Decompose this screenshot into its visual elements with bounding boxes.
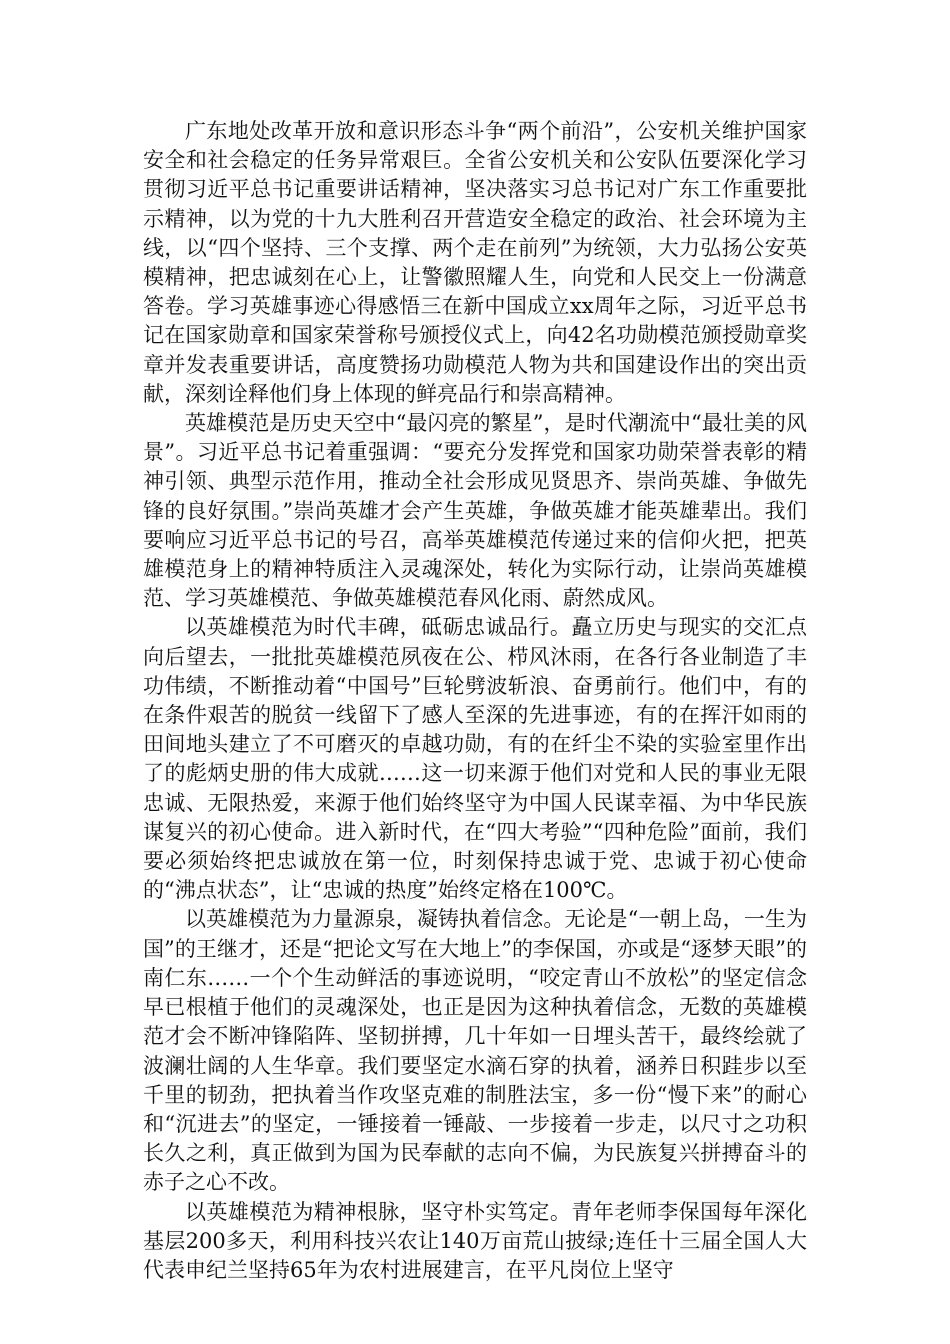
paragraph-5: 以英雄模范为精神根脉，坚守朴实笃定。青年老师李保国每年深化基层200多天，利用科技兴农让140万亩荒山披绿;连任十三届全国人大代表申纪兰坚持65年为农村进展建言，在平凡岗位上坚守	[143, 1199, 807, 1282]
paragraph-1: 广东地处改革开放和意识形态斗争“两个前沿”，公安机关维护国家安全和社会稳定的任务异常艰巨。全省公安机关和公安队伍要深化学习贯彻习近平总书记重要讲话精神，坚决落实习总书记对广东工作重要批示精神，以为党的十九大胜利召开营造安全稳定的政治、社会环境为主线，以“四个坚持、三个支撑、两个走在前列”为统领，大力弘扬公安英模精神，把忠诚刻在心上，让警徽照耀人生，向党和人民交上一份满意答卷。学习英雄事迹心得感悟三在新中国成立xx周年之际，习近平总书记在国家勋章和国家荣誉称号颁授仪式上，向42名功勋模范颁授勋章奖章并发表重要讲话，高度赞扬功勋模范人物为共和国建设作出的突出贡献，深刻诠释他们身上体现的鲜亮品行和崇高精神。	[143, 119, 807, 406]
paragraph-3: 以英雄模范为时代丰碑，砥砺忠诚品行。矗立历史与现实的交汇点向后望去，一批批英雄模范夙夜在公、栉风沐雨，在各行各业制造了丰功伟绩，不断推动着“中国号”巨轮劈波斩浪、奋勇前行。他们中，有的在条件艰苦的脱贫一线留下了感人至深的先进事迹，有的在挥汗如雨的田间地头建立了不可磨灭的卓越功勋，有的在纤尘不染的实验室里作出了的彪炳史册的伟大成就……这一切来源于他们对党和人民的事业无限忠诚、无限热爱，来源于他们始终坚守为中国人民谋幸福、为中华民族谋复兴的初心使命。进入新时代，在“四大考验”“四种危险”面前，我们要必须始终把忠诚放在第一位，时刻保持忠诚于党、忠诚于初心使命的“沸点状态”，让“忠诚的热度”始终定格在100℃。	[143, 615, 807, 903]
paragraph-2: 英雄模范是历史天空中“最闪亮的繁星”，是时代潮流中“最壮美的风景”。习近平总书记着重强调：“要充分发挥党和国家功勋荣誉表彰的精神引领、典型示范作用，推动全社会形成见贤思齐、崇尚英雄、争做先锋的良好氛围。”崇尚英雄才会产生英雄，争做英雄才能英雄辈出。我们要响应习近平总书记的号召，高举英雄模范传递过来的信仰火把，把英雄模范身上的精神特质注入灵魂深处，转化为实际行动，让崇尚英雄模范、学习英雄模范、争做英雄模范春风化雨、蔚然成风。	[143, 411, 807, 611]
document-page	[143, 117, 807, 1285]
paragraph-4: 以英雄模范为力量源泉，凝铸执着信念。无论是“一朝上岛，一生为国”的王继才，还是“把论文写在大地上”的李保国，亦或是“逐梦天眼”的南仁东……一个个生动鲜活的事迹说明，“咬定青山不放松”的坚定信念早已根植于他们的灵魂深处，也正是因为这种执着信念，无数的英雄模范才会不断冲锋陷阵、坚韧拼搏，几十年如一日埋头苦干，最终绘就了波澜壮阔的人生华章。我们要坚定水滴石穿的执着，涵养日积跬步以至千里的韧劲，把执着当作攻坚克难的制胜法宝，多一份“慢下来”的耐心和“沉进去”的坚定，一锤接着一锤敲、一步接着一步走，以尺寸之功积长久之利，真正做到为国为民奉献的志向不偏，为民族复兴拼搏奋斗的赤子之心不改。	[143, 907, 807, 1195]
